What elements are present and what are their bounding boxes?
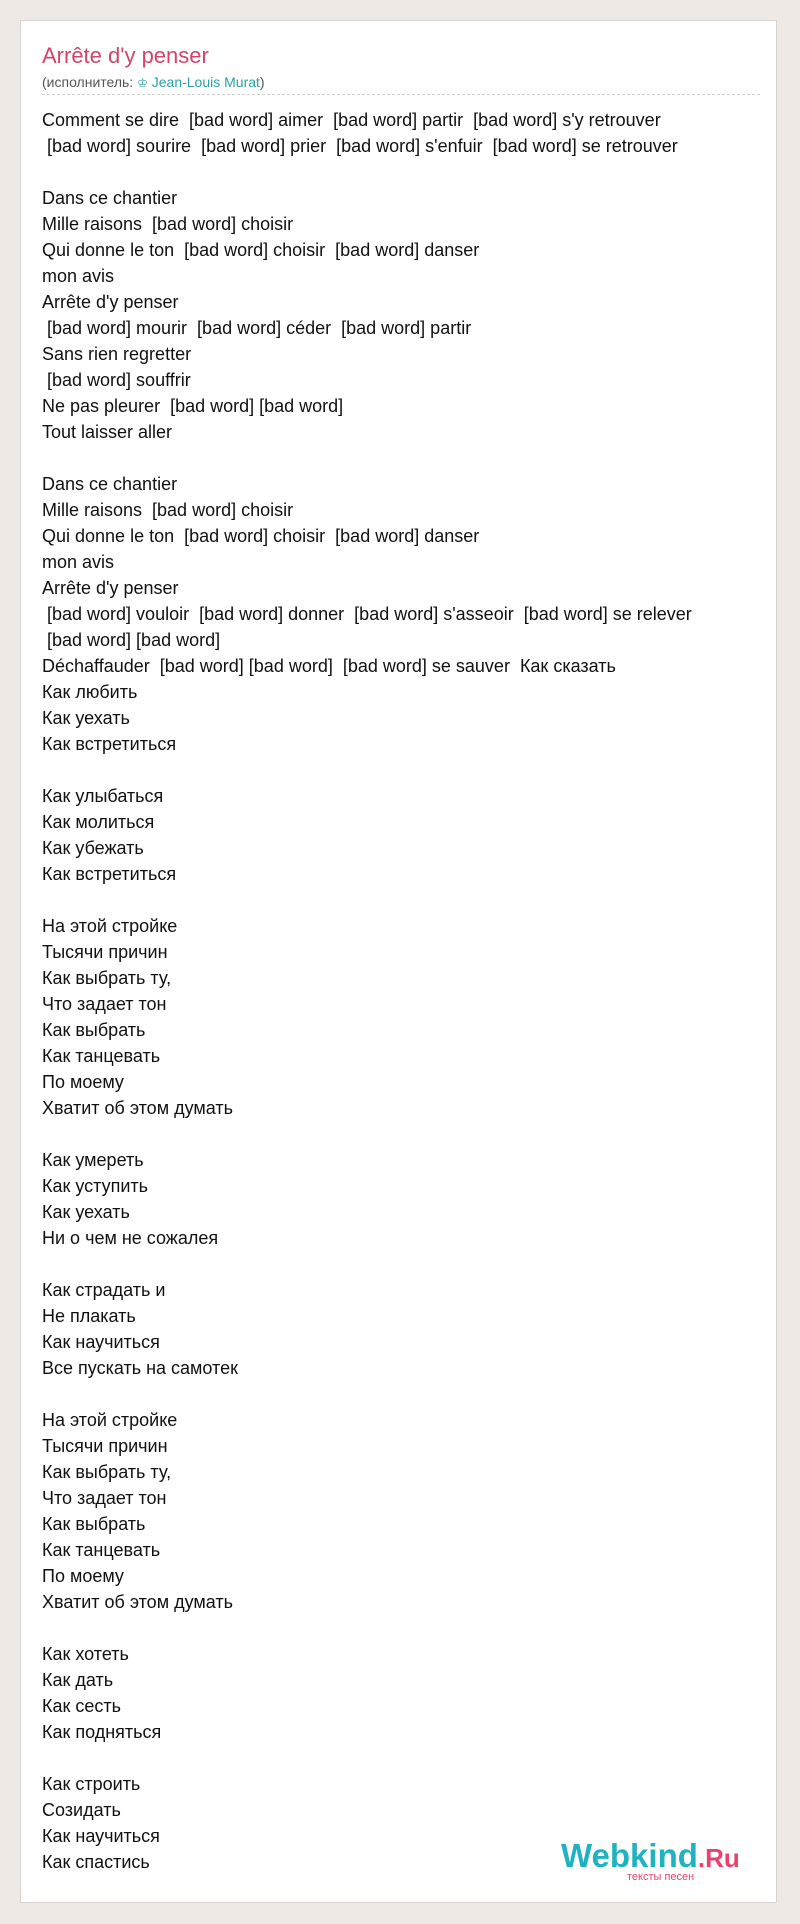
lyrics-line: Mille raisons [bad word] choisir [42, 500, 294, 520]
lyrics-line: Как встретиться [42, 864, 177, 884]
lyrics-line: Sans rien regretter [42, 344, 192, 364]
lyrics-line: Что задает тон [42, 1488, 167, 1508]
lyrics-line: На этой стройке [42, 916, 178, 936]
lyrics-line: Не плакать [42, 1306, 136, 1326]
logo-tagline: тексты песен [627, 1871, 695, 1883]
lyrics-line: Тысячи причин [42, 942, 168, 962]
lyrics-line: Ne pas pleurer [bad word] [bad word] [42, 396, 344, 416]
lyrics-line: Comment se dire [bad word] aimer [bad word] partir [bad word] s'y retrouver [42, 110, 661, 130]
lyrics-blank-line [42, 445, 772, 471]
lyrics-blank-line [42, 1381, 772, 1407]
lyrics-line: Как хотеть [42, 1644, 129, 1664]
lyrics-line: Как дать [42, 1670, 114, 1690]
lyrics-line: mon avis [42, 552, 115, 572]
lyrics-blank-line [42, 757, 772, 783]
lyrics-line: Tout laisser aller [42, 422, 173, 442]
lyrics-line: Созидать [42, 1800, 121, 1820]
lyrics-line: Как научиться [42, 1826, 160, 1846]
lyrics-line: [bad word] [bad word] [42, 630, 221, 650]
lyrics-line: mon avis [42, 266, 115, 286]
lyrics-line: Хватит об этом думать [42, 1592, 233, 1612]
lyrics-line: Déchaffauder [bad word] [bad word] [bad word] se sauver Как сказать [42, 656, 616, 676]
lyrics-line: Mille raisons [bad word] choisir [42, 214, 294, 234]
lyrics-line: Dans ce chantier [42, 474, 178, 494]
lyrics-blank-line [42, 1615, 772, 1641]
lyrics-line: Arrête d'y penser [42, 292, 179, 312]
lyrics-line: Как строить [42, 1774, 141, 1794]
lyrics-line: Как выбрать ту, [42, 968, 172, 988]
lyrics-line: Как выбрать ту, [42, 1462, 172, 1482]
lyrics-line: Как страдать и [42, 1280, 166, 1300]
byline-suffix: ) [259, 74, 265, 90]
lyrics-line: Как убежать [42, 838, 144, 858]
lyrics-line: Qui donne le ton [bad word] choisir [bad word] danser [42, 240, 480, 260]
song-title: Arrête d'y penser [42, 43, 209, 68]
lyrics-line: Как научиться [42, 1332, 160, 1352]
lyrics-blank-line [42, 1745, 772, 1771]
lyrics-line: Как улыбаться [42, 786, 164, 806]
lyrics-line: Как подняться [42, 1722, 162, 1742]
lyrics-line: Как уехать [42, 708, 130, 728]
lyrics-line: Что задает тон [42, 994, 167, 1014]
lyrics-line: Как встретиться [42, 734, 177, 754]
lyrics-blank-line [42, 159, 772, 185]
logo-name: Webkind [561, 1837, 698, 1874]
artist-link[interactable] [137, 74, 260, 90]
lyrics-line: Хватит об этом думать [42, 1098, 233, 1118]
divider [42, 94, 760, 95]
lyrics-line: Все пускать на самотек [42, 1358, 238, 1378]
lyrics-line: Как танцевать [42, 1046, 161, 1066]
lyrics-line: Как танцевать [42, 1540, 161, 1560]
lyrics-line: [bad word] mourir [bad word] céder [bad word] partir [42, 318, 472, 338]
lyrics-line: Как уехать [42, 1202, 130, 1222]
logo-wordmark [561, 1837, 740, 1875]
byline-prefix: (исполнитель: [42, 74, 138, 90]
lyrics-line: По моему [42, 1566, 124, 1586]
artist-name: Jean-Louis Murat [151, 74, 260, 90]
lyrics-line: [bad word] sourire [bad word] prier [bad word] s'enfuir [bad word] se retrouver [42, 136, 678, 156]
lyrics-line: Тысячи причин [42, 1436, 168, 1456]
lyrics-line: Ни о чем не сожалея [42, 1228, 219, 1248]
lyrics-line: Arrête d'y penser [42, 578, 179, 598]
lyrics-line: Qui donne le ton [bad word] choisir [bad word] danser [42, 526, 480, 546]
lyrics-blank-line [42, 887, 772, 913]
lyrics-blank-line [42, 1251, 772, 1277]
lyrics-line: [bad word] vouloir [bad word] donner [bad word] s'asseoir [bad word] se relever [42, 604, 692, 624]
lyrics-line: Как уступить [42, 1176, 149, 1196]
lyrics-line: Как умереть [42, 1150, 144, 1170]
lyrics-line: [bad word] souffrir [42, 370, 191, 390]
lyrics-card [20, 20, 777, 1903]
artist-byline [42, 74, 265, 90]
logo-tld: .Ru [697, 1843, 740, 1873]
lyrics-line: По моему [42, 1072, 124, 1092]
lyrics-line: Как молиться [42, 812, 155, 832]
lyrics-line: Как спастись [42, 1852, 150, 1872]
lyrics-line: Как выбрать [42, 1514, 146, 1534]
lyrics-line: Как сесть [42, 1696, 122, 1716]
crown-icon: ♔ [137, 76, 148, 90]
lyrics-line: Как любить [42, 682, 138, 702]
lyrics-line: Dans ce chantier [42, 188, 178, 208]
lyrics-line: Как выбрать [42, 1020, 146, 1040]
lyrics-line: На этой стройке [42, 1410, 178, 1430]
lyrics-text [42, 107, 772, 1875]
lyrics-blank-line [42, 1121, 772, 1147]
site-logo[interactable] [561, 1837, 761, 1887]
